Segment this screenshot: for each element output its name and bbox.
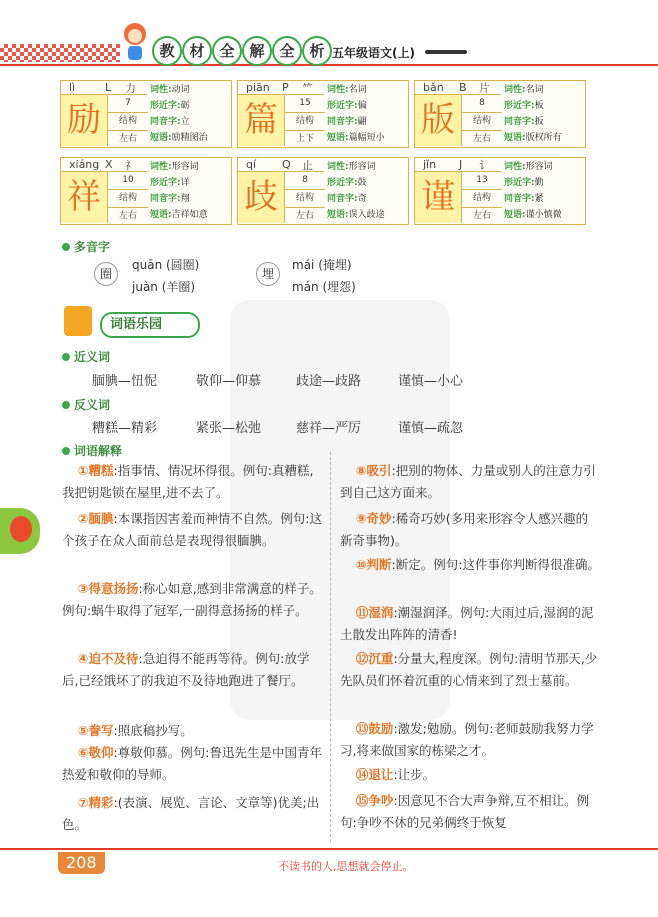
definition-text: :让步。 xyxy=(393,767,436,782)
card-radical: 礻 xyxy=(125,159,136,172)
synonym-pair: 歧途—歧路 xyxy=(296,374,362,389)
card-prop-label: 词性 xyxy=(150,85,169,95)
card-pinyin: jǐn xyxy=(423,158,437,171)
card-structure-label: 结构 xyxy=(285,113,325,131)
definition-term: 退让 xyxy=(368,767,394,782)
column-divider xyxy=(330,452,331,842)
mascot-icon xyxy=(118,20,152,62)
card-prop-value: 误入歧途 xyxy=(348,210,385,220)
definition-number: ③ xyxy=(77,581,89,596)
series-title-char: 析 xyxy=(302,36,332,66)
definition-number: ⑪ xyxy=(355,605,369,620)
card-radical: 片 xyxy=(479,82,490,95)
card-prop-value: 动词 xyxy=(171,85,190,95)
card-pinyin-row xyxy=(61,158,147,172)
card-prop: 词性:名词 xyxy=(327,85,367,95)
card-character: 励 xyxy=(61,95,107,146)
series-title-char: 材 xyxy=(182,36,212,66)
definition-term: 腼腆 xyxy=(88,511,114,526)
definition-text: :激发;勉励。例句:老师鼓励我努力学习,将来做国家的栋梁之才。 xyxy=(340,721,594,758)
char-card xyxy=(414,80,586,148)
card-prop-label: 短语 xyxy=(504,210,523,220)
definition-number: ② xyxy=(77,511,89,526)
definition-term: 得意扬扬 xyxy=(88,581,139,596)
card-prop-label: 形近字 xyxy=(150,101,178,111)
card-grid xyxy=(284,172,325,223)
definition-text: :潮湿润泽。例句:大雨过后,湿润的泥土散发出阵阵的清香! xyxy=(340,605,594,642)
definition-item xyxy=(340,554,600,576)
card-props xyxy=(504,82,562,146)
fox-mascot-icon xyxy=(10,516,32,542)
card-strokes: 8 xyxy=(285,172,325,190)
card-prop: 词性:形容词 xyxy=(504,162,553,172)
card-structure: 左右 xyxy=(118,211,137,221)
card-pinyin: qí xyxy=(246,158,257,171)
card-prop-value: 翔 xyxy=(180,194,190,204)
card-prop-label: 短语 xyxy=(504,133,523,143)
card-prop: 形近字:砺 xyxy=(150,101,190,111)
card-prop-value: 立 xyxy=(180,117,190,127)
card-capital: J xyxy=(459,158,463,171)
definition-text: :断定。例句:这件事你判断得很准确。 xyxy=(391,557,600,572)
definition-term: 判断 xyxy=(366,557,392,572)
card-prop-value: 勤 xyxy=(534,178,544,188)
card-pinyin: bǎn xyxy=(423,81,444,94)
card-prop-value: 形容词 xyxy=(348,162,376,172)
card-structure-label: 结构 xyxy=(108,190,148,208)
word-garden-banner: 词语乐园 xyxy=(100,312,200,338)
antonym-pair: 慈祥—严厉 xyxy=(296,421,362,436)
synonym-heading: 近义词 xyxy=(62,348,110,365)
definition-term: 吸引 xyxy=(366,463,392,478)
card-prop-value: 板 xyxy=(534,101,544,111)
card-prop: 词性:名词 xyxy=(504,85,544,95)
card-prop-label: 同音字 xyxy=(504,117,532,127)
card-prop: 词性:形容词 xyxy=(150,162,199,172)
definition-term: 敬仰 xyxy=(88,745,114,760)
card-props xyxy=(327,82,385,146)
definition-item xyxy=(62,720,322,742)
definition-number: ① xyxy=(77,463,89,478)
card-prop-value: 紧 xyxy=(534,194,544,204)
card-pinyin: lì xyxy=(69,81,76,94)
card-prop: 同音字:紧 xyxy=(504,194,544,204)
card-prop: 形近字:勤 xyxy=(504,178,544,188)
definition-text: :尊敬仰慕。例句:鲁迅先生是中国青年热爱和敬仰的导师。 xyxy=(62,745,322,782)
card-prop-value: 偏 xyxy=(357,101,367,111)
synonym-pair: 腼腆—忸怩 xyxy=(92,374,158,389)
card-prop-label: 同音字 xyxy=(504,194,532,204)
card-capital: Q xyxy=(282,158,291,171)
bullet-dot-icon xyxy=(62,401,70,409)
card-prop-label: 短语 xyxy=(327,210,346,220)
definition-text: :因意见不合大声争辩,互不相让。例句:争吵不休的兄弟俩终于恢复 xyxy=(340,793,590,830)
card-prop-value: 吉祥如意 xyxy=(171,210,208,220)
card-prop: 形近字:鼓 xyxy=(327,178,367,188)
definition-number: ④ xyxy=(77,651,89,666)
bullet-dot-icon xyxy=(62,353,70,361)
page-number: 208 xyxy=(58,852,105,874)
polyphone-reading: juàn (羊圈) xyxy=(132,280,196,294)
card-prop-label: 词性 xyxy=(150,162,169,172)
card-props xyxy=(327,159,385,223)
char-card xyxy=(414,157,586,225)
card-prop-label: 形近字 xyxy=(150,178,178,188)
definition-item xyxy=(340,602,600,646)
card-pinyin: xiáng xyxy=(69,158,100,171)
card-prop: 同音字:翩 xyxy=(327,117,367,127)
card-prop-label: 词性 xyxy=(327,162,346,172)
card-structure: 左右 xyxy=(472,134,491,144)
card-radical: 力 xyxy=(125,82,136,95)
card-prop: 同音字:扳 xyxy=(504,117,544,127)
definition-term: 誊写 xyxy=(88,723,114,738)
card-prop: 短语:篇幅短小 xyxy=(327,133,385,143)
card-prop: 同音字:奇 xyxy=(327,194,367,204)
card-prop-value: 奇 xyxy=(357,194,367,204)
card-prop: 短语:谨小慎微 xyxy=(504,210,562,220)
card-prop: 同音字:立 xyxy=(150,117,190,127)
polyphone-reading: mái (掩埋) xyxy=(292,258,352,272)
card-prop-value: 形容词 xyxy=(525,162,553,172)
card-prop-value: 励精图治 xyxy=(171,133,208,143)
card-grid xyxy=(461,95,502,146)
series-title-char: 全 xyxy=(272,36,302,66)
card-grid xyxy=(107,95,148,146)
card-prop-label: 词性 xyxy=(327,85,346,95)
definition-term: 精彩 xyxy=(88,795,114,810)
explanation-heading: 词语解释 xyxy=(62,442,122,459)
card-strokes: 13 xyxy=(462,172,502,190)
definition-item xyxy=(62,742,322,786)
card-prop-value: 翩 xyxy=(357,117,367,127)
definition-term: 湿润 xyxy=(368,605,394,620)
card-pinyin-row xyxy=(415,158,501,172)
card-structure: 左右 xyxy=(295,211,314,221)
card-character: 版 xyxy=(415,95,461,146)
card-prop: 短语:励精图治 xyxy=(150,133,208,143)
definition-number: ⑦ xyxy=(77,795,89,810)
card-grid xyxy=(107,172,148,223)
antonym-heading: 反义词 xyxy=(62,396,110,413)
card-prop-value: 版权所有 xyxy=(525,133,562,143)
card-pinyin: piān xyxy=(246,81,270,94)
card-grid xyxy=(284,95,325,146)
definition-item xyxy=(340,718,600,762)
definition-item xyxy=(340,764,600,786)
card-structure: 上下 xyxy=(295,134,314,144)
card-prop: 形近字:板 xyxy=(504,101,544,111)
card-prop-value: 篇幅短小 xyxy=(348,133,385,143)
card-character: 祥 xyxy=(61,172,107,223)
card-radical: 讠 xyxy=(479,159,490,172)
polyphone-heading: 多音字 xyxy=(62,238,110,255)
card-strokes: 15 xyxy=(285,95,325,113)
definition-term: 迫不及待 xyxy=(88,651,139,666)
card-radical: 止 xyxy=(302,159,313,172)
card-prop: 同音字:翔 xyxy=(150,194,190,204)
definition-text: :分量大,程度深。例句:清明节那天,少先队员们怀着沉重的心情来到了烈士墓前。 xyxy=(340,651,598,688)
card-character: 歧 xyxy=(238,172,284,223)
card-prop-value: 鼓 xyxy=(357,178,367,188)
card-prop: 短语:版权所有 xyxy=(504,133,562,143)
definition-term: 沉重 xyxy=(368,651,394,666)
card-prop: 形近字:详 xyxy=(150,178,190,188)
char-card xyxy=(237,80,409,148)
card-capital: L xyxy=(105,81,112,94)
card-prop-value: 名词 xyxy=(525,85,544,95)
card-prop-label: 词性 xyxy=(504,85,523,95)
card-prop-label: 短语 xyxy=(150,210,169,220)
definition-text: :急迫得不能再等待。例句:放学后,已经饿坏了的我迫不及待地跑进了餐厅。 xyxy=(62,651,310,688)
polyphone-reading: quān (圆圈) xyxy=(132,258,200,272)
card-prop-value: 名词 xyxy=(348,85,367,95)
card-capital: X xyxy=(105,158,113,171)
definition-item xyxy=(62,792,322,836)
definition-item xyxy=(62,508,322,552)
card-character: 篇 xyxy=(238,95,284,146)
card-structure-label: 结构 xyxy=(462,113,502,131)
definition-number: ⑨ xyxy=(355,511,367,526)
definition-item xyxy=(340,460,600,504)
card-structure: 左右 xyxy=(118,134,137,144)
definition-number: ⑫ xyxy=(355,651,369,666)
definition-text: :本课指因害羞而神情不自然。例句:这个孩子在众人面前总是表现得很腼腆。 xyxy=(62,511,322,548)
card-grid xyxy=(461,172,502,223)
definition-term: 鼓励 xyxy=(368,721,394,736)
polyphone-reading: mán (埋怨) xyxy=(292,280,356,294)
definition-number: ⑭ xyxy=(355,767,369,782)
card-props xyxy=(504,159,562,223)
card-prop-value: 扳 xyxy=(534,117,544,127)
definition-number: ⑥ xyxy=(77,745,89,760)
card-prop-label: 形近字 xyxy=(504,178,532,188)
card-prop-label: 短语 xyxy=(150,133,169,143)
card-prop-value: 详 xyxy=(180,178,190,188)
card-prop-label: 同音字 xyxy=(327,117,355,127)
definition-number: ⑧ xyxy=(355,463,367,478)
bullet-dot-icon xyxy=(62,243,70,251)
polyphone-char: 圈 xyxy=(94,262,118,286)
polyphone-char: 埋 xyxy=(256,262,280,286)
definition-number: ⑤ xyxy=(77,723,89,738)
card-props xyxy=(150,159,208,223)
char-card xyxy=(60,80,232,148)
footer-rule xyxy=(0,848,658,850)
definition-number: ⑮ xyxy=(355,793,369,808)
card-character: 谨 xyxy=(415,172,461,223)
definition-item xyxy=(340,508,600,552)
header-checker-pattern xyxy=(0,44,120,62)
card-props xyxy=(150,82,208,146)
definition-number: ⑬ xyxy=(355,721,369,736)
definition-item xyxy=(62,460,322,504)
card-pinyin-row xyxy=(415,81,501,95)
definition-number: ⑩ xyxy=(355,557,367,572)
card-capital: P xyxy=(282,81,289,94)
antonym-pair: 紧张—松弛 xyxy=(196,421,262,436)
card-radical: ⺮ xyxy=(302,82,313,95)
card-prop-label: 同音字 xyxy=(150,194,178,204)
char-card xyxy=(237,157,409,225)
definition-text: :把别的物体、力量或别人的注意力引到自己这方面来。 xyxy=(340,463,596,500)
card-capital: B xyxy=(459,81,467,94)
definition-item xyxy=(62,578,322,622)
card-prop: 短语:吉祥如意 xyxy=(150,210,208,220)
card-structure-label: 结构 xyxy=(285,190,325,208)
definition-term: 糟糕 xyxy=(88,463,114,478)
definition-text: :称心如意,感到非常满意的样子。例句:蜗牛取得了冠军,一副得意扬扬的样子。 xyxy=(62,581,322,618)
antonym-pair: 谨慎—疏忽 xyxy=(398,421,464,436)
card-prop: 词性:动词 xyxy=(150,85,190,95)
series-title-char: 全 xyxy=(212,36,242,66)
card-prop-label: 形近字 xyxy=(504,101,532,111)
card-structure-label: 结构 xyxy=(462,190,502,208)
definition-item xyxy=(340,648,600,692)
card-strokes: 10 xyxy=(108,172,148,190)
card-prop: 短语:误入歧途 xyxy=(327,210,385,220)
card-prop-label: 形近字 xyxy=(327,101,355,111)
antonym-pair: 糟糕—精彩 xyxy=(92,421,158,436)
footer-motto: 不读书的人,思想就会停止。 xyxy=(278,860,414,873)
card-prop: 形近字:偏 xyxy=(327,101,367,111)
series-title-char: 教 xyxy=(152,36,182,66)
card-strokes: 8 xyxy=(462,95,502,113)
side-tab xyxy=(0,508,40,554)
card-prop-label: 短语 xyxy=(327,133,346,143)
char-card xyxy=(60,157,232,225)
definition-text: :照底稿抄写。 xyxy=(113,723,193,738)
card-structure-label: 结构 xyxy=(108,113,148,131)
book-subject: 五年级语文(上) xyxy=(332,46,415,60)
card-strokes: 7 xyxy=(108,95,148,113)
definition-item xyxy=(62,648,322,692)
card-prop-label: 词性 xyxy=(504,162,523,172)
card-prop-value: 谨小慎微 xyxy=(525,210,562,220)
card-prop-value: 砺 xyxy=(180,101,190,111)
definition-item xyxy=(340,790,600,834)
card-structure: 左右 xyxy=(472,211,491,221)
header-rule xyxy=(0,64,658,66)
card-pinyin-row xyxy=(61,81,147,95)
card-prop-label: 同音字 xyxy=(150,117,178,127)
definition-text: :指事情、情况坏得很。例句:真糟糕,我把钥匙锁在屋里,进不去了。 xyxy=(62,463,314,500)
bullet-dot-icon xyxy=(62,447,70,455)
synonym-pair: 谨慎—小心 xyxy=(398,374,464,389)
card-prop-value: 形容词 xyxy=(171,162,199,172)
definition-term: 争吵 xyxy=(368,793,394,808)
card-pinyin-row xyxy=(238,158,324,172)
card-prop-label: 形近字 xyxy=(327,178,355,188)
card-pinyin-row xyxy=(238,81,324,95)
card-prop: 词性:形容词 xyxy=(327,162,376,172)
series-title-char: 解 xyxy=(242,36,272,66)
definition-text: :稀奇巧妙(多用来形容令人感兴趣的新奇事物)。 xyxy=(340,511,589,548)
pencil-icon xyxy=(425,50,467,54)
definition-text: :(表演、展览、言论、文章等)优美;出色。 xyxy=(62,795,320,832)
definition-term: 奇妙 xyxy=(366,511,392,526)
synonym-pair: 敬仰—仰慕 xyxy=(196,374,262,389)
book-mascot-icon xyxy=(64,306,92,336)
card-prop-label: 同音字 xyxy=(327,194,355,204)
